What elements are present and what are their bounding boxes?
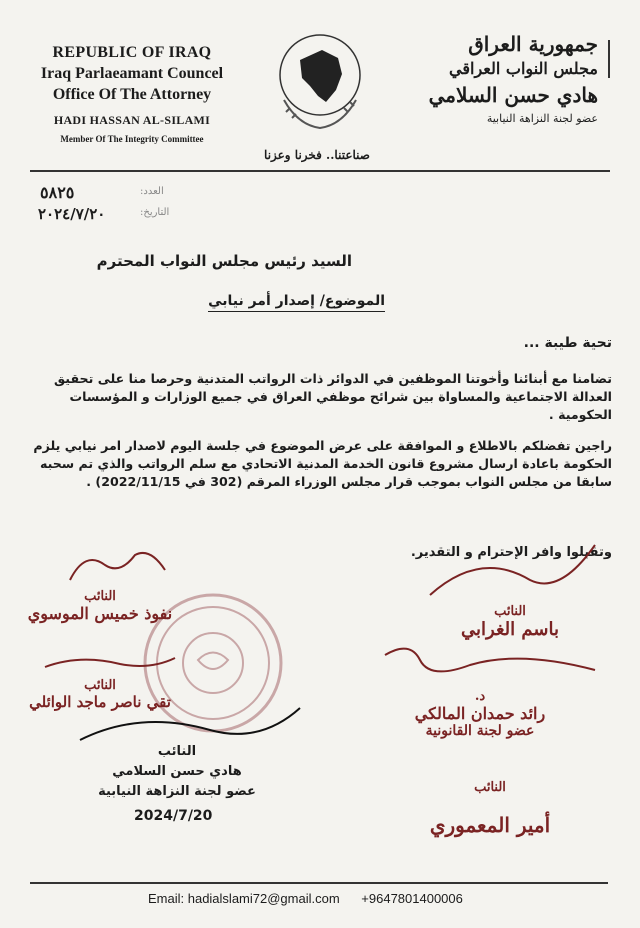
signature-scribble-icon bbox=[380, 640, 600, 685]
main-signature-block bbox=[92, 742, 262, 802]
signature-2-title: النائب bbox=[494, 604, 526, 619]
paragraph-1: تضامنا مع أبنائنا وأخوتنا الموظفين في الدوائر ذات الرواتب المتدنية وحرصا منا على تحقيق العدالة الاجتماعية والمساواة بين شرائح موظفي العراق في جميع الوزارات و المؤسسات الحكومية . bbox=[53, 371, 612, 422]
signature-4-name: رائد حمدان المالكي bbox=[414, 704, 546, 723]
signature-5-title: النائب bbox=[474, 780, 506, 795]
arabic-council: مجلس النواب العراقي bbox=[449, 59, 598, 78]
signature-4 bbox=[360, 640, 600, 739]
footer-email: Email: hadialslami72@gmail.com bbox=[148, 891, 340, 906]
addressee: السيد رئيس مجلس النواب المحترم bbox=[96, 252, 352, 270]
main-signature-title: النائب bbox=[157, 744, 197, 759]
reference-date: ٢٠٢٤/٧/٢٠ bbox=[38, 205, 106, 223]
signature-2 bbox=[420, 540, 600, 640]
paragraph-2: راجين تفضلكم بالاطلاع و الموافقة على عرض الموضوع في جلسة اليوم لاصدار امر نيابي يلزم الحكومة باعادة ارسال مشروع قانون الخدمة المدنية الاتحادي مع سلم الرواتب والذي تم سحبه سابقا من مجلس النواب بموجب قرار مجلس الوزراء المرقم (302 في 2022/11/15) . bbox=[33, 438, 612, 489]
signature-5-name: أمير المعموري bbox=[429, 813, 551, 837]
main-signature-date: 2024/7/20 bbox=[134, 808, 213, 824]
signature-2-name: باسم الغرابي bbox=[461, 619, 559, 640]
reference-date-label: التاريخ: bbox=[140, 207, 170, 218]
subject: الموضوع/ إصدار أمر نيابي bbox=[208, 293, 385, 312]
header-english bbox=[22, 42, 242, 144]
arabic-mp-name: هادي حسن السلامي bbox=[428, 83, 598, 107]
arabic-country: جمهورية العراق bbox=[468, 32, 598, 56]
reference-number: ٥٨٢٥ bbox=[40, 183, 75, 202]
signature-4-title: د. bbox=[474, 689, 486, 704]
signature-1-name: نفوذ خميس الموسوي bbox=[27, 604, 173, 623]
signature-scribble-icon bbox=[40, 652, 180, 674]
signature-4-role: عضو لجنة القانونية bbox=[425, 723, 535, 739]
footer bbox=[148, 891, 481, 906]
closing: وتقبلوا وافر الإحترام و التقدير. bbox=[410, 545, 612, 560]
footer-phone: +9647801400006 bbox=[361, 891, 463, 906]
signature-scribble-icon bbox=[420, 540, 600, 600]
greeting: تحية طيبة ... bbox=[523, 335, 612, 351]
main-signature-role: عضو لجنة النزاهة النيابية bbox=[98, 784, 256, 799]
header-rule bbox=[30, 170, 610, 172]
arabic-mp-role: عضو لجنة النزاهة النيابية bbox=[486, 112, 598, 125]
mp-role: Member Of The Integrity Committee bbox=[60, 134, 204, 144]
signature-3-name: تقي ناصر ماجد الوائلي bbox=[29, 693, 171, 711]
motto: صناعتنا.. فخرنا وعزنا bbox=[264, 148, 370, 162]
header-divider bbox=[608, 40, 610, 78]
header-arabic bbox=[428, 30, 598, 128]
footer-rule bbox=[30, 882, 608, 884]
main-signature-name: هادي حسن السلامي bbox=[112, 764, 242, 779]
signature-5 bbox=[380, 780, 600, 837]
signature-1 bbox=[25, 545, 175, 623]
council-name: Iraq Parlaeamant Councel bbox=[40, 65, 224, 82]
signature-3-title: النائب bbox=[84, 678, 116, 693]
reference-number-label: العدد: bbox=[140, 186, 164, 197]
signature-1-title: النائب bbox=[84, 589, 116, 604]
signature-scribble-icon bbox=[65, 545, 175, 585]
mp-name: HADI HASSAN AL-SILAMI bbox=[53, 113, 211, 127]
country-name: REPUBLIC OF IRAQ bbox=[52, 44, 212, 61]
office-name: Office Of The Attorney bbox=[52, 86, 212, 103]
iraq-map-emblem-icon bbox=[270, 30, 370, 150]
